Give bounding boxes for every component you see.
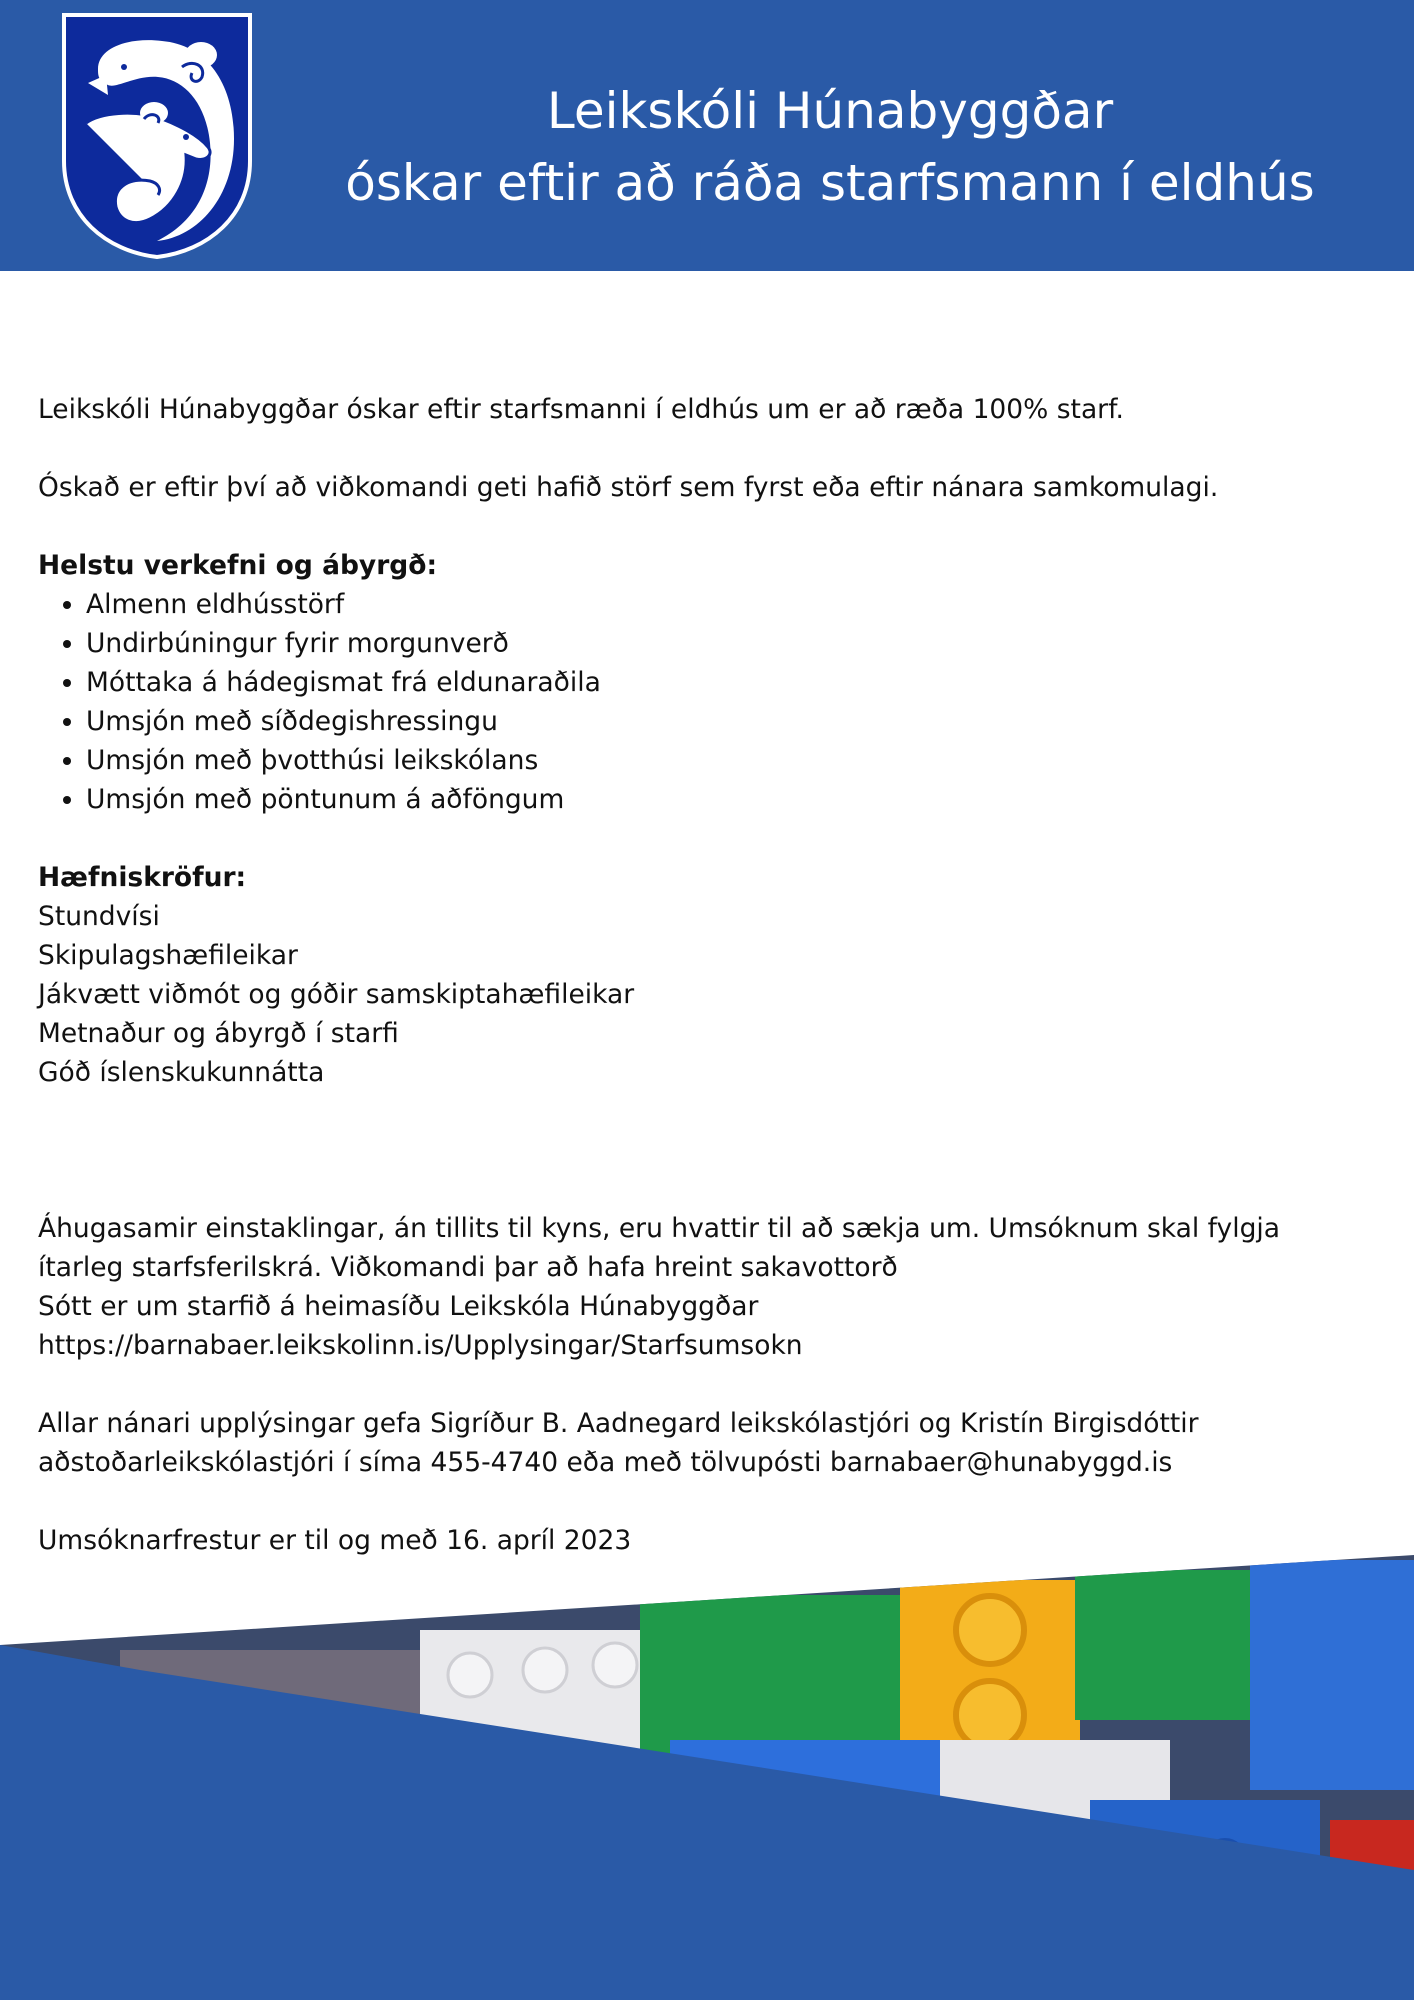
tasks-heading: Helstu verkefni og ábyrgð: (38, 550, 438, 581)
qualification-item: Skipulagshæfileikar (38, 940, 298, 971)
list-item: • Umsjón með þvotthúsi leikskólans (86, 741, 1378, 780)
start-date-paragraph: Óskað er eftir því að viðkomandi geti hafið störf sem fyrst eða eftir nánara samkomulagi. (38, 472, 1219, 503)
list-item: • Móttaka á hádegismat frá eldunaraðila (86, 663, 1378, 702)
list-item: • Umsjón með síðdegishressingu (86, 702, 1378, 741)
intro-paragraph: Leikskóli Húnabyggðar óskar eftir starfsmanni í eldhús um er að ræða 100% starf. (38, 394, 1124, 425)
deadline-text: Umsóknarfrestur er til og með 16. apríl 2023 (38, 1525, 632, 1556)
application-url-link[interactable]: https://barnabaer.leikskolinn.is/Upplysingar/Starfsumsokn (38, 1330, 803, 1361)
qualification-item: Stundvísi (38, 901, 160, 932)
qualification-item: Góð íslenskukunnátta (38, 1057, 325, 1088)
list-item: • Almenn eldhússtörf (86, 585, 1378, 624)
contact-line-1: Allar nánari upplýsingar gefa Sigríður B. Aadnegard leikskólastjóri og Kristín Birgisdóttir (38, 1408, 1199, 1439)
header-banner (0, 0, 1414, 271)
tasks-list (38, 585, 1378, 819)
application-line-1: Áhugasamir einstaklingar, án tillits til kyns, eru hvattir til að sækja um. Umsóknum skal fylgja (38, 1213, 1280, 1244)
application-line-3: Sótt er um starfið á heimasíðu Leikskóla Húnabyggðar (38, 1291, 759, 1322)
qualifications-heading: Hæfniskröfur: (38, 862, 247, 893)
contact-line-2: aðstoðarleikskólastjóri í síma 455-4740 eða með tölvupósti barnabaer@hunabyggd.is (38, 1447, 1173, 1478)
qualification-item: Metnaður og ábyrgð í starfi (38, 1018, 399, 1049)
bear-crest-icon (58, 11, 256, 261)
toy-bricks-image (0, 1540, 1414, 2000)
application-line-2: ítarleg starfsferilskrá. Viðkomandi þar að hafa hreint sakavottorð (38, 1252, 898, 1283)
page-title-line1: Leikskóli Húnabyggðar (546, 82, 1114, 140)
list-item: • Undirbúningur fyrir morgunverð (86, 624, 1378, 663)
list-item: • Umsjón með pöntunum á aðföngum (86, 780, 1378, 819)
job-ad-body (38, 390, 1378, 1560)
qualification-item: Jákvætt viðmót og góðir samskiptahæfileikar (38, 979, 635, 1010)
page-title-line2: óskar eftir að ráða starfsmann í eldhús (345, 154, 1315, 212)
